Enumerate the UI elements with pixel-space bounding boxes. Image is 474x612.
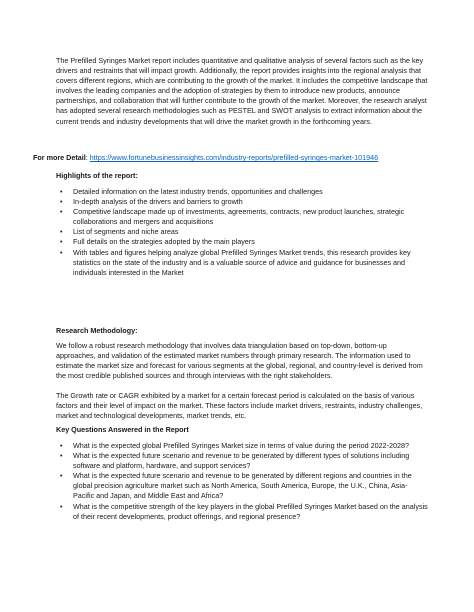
list-item: • Competitive landscape made up of investments, agreements, contracts, new product launches, strategic collaborations and mergers and acquisitions [56, 207, 428, 227]
more-detail-label: For more Detail [33, 153, 86, 162]
more-detail-line [33, 153, 453, 163]
list-item: • What is the competitive strength of the key players in the global Prefilled Syringes Market based on the analysis of their recent developments, product offerings, and regional presence? [56, 502, 428, 522]
questions-list [56, 441, 428, 522]
methodology-paragraph-1: We follow a robust research methodology that involves data triangulation based on top-down, bottom-up approaches, and validation of the estimated market numbers through primary research. The information used to estimate the market size and forecast for various segments at the global, regional, and country-level is derived from the most credible published sources and through interviews with the right stakeholders. [56, 341, 423, 381]
list-item: • In-depth analysis of the drivers and barriers to growth [56, 197, 428, 207]
questions-heading: Key Questions Answered in the Report [56, 425, 189, 434]
more-detail-separator: : [85, 153, 90, 162]
methodology-heading: Research Methodology: [56, 326, 138, 335]
methodology-paragraph-2: The Growth rate or CAGR exhibited by a market for a certain forecast period is calculated on the basis of various factors and their level of impact on the market. These factors include market drivers, restraints, industry challenges, market and technological developments, market trends, etc. [56, 391, 423, 421]
list-item: • What is the expected future scenario and revenue to be generated by different regions and countries in the global precision agriculture market such as North America, South America, Europe, the U.K., China, Asia-Pacific and Japan, and Middle East and Africa? [56, 471, 428, 501]
list-item: • What is the expected future scenario and revenue to be generated by different types of solutions including software and platform, hardware, and support services? [56, 451, 428, 471]
list-item: • Detailed information on the latest industry trends, opportunities and challenges [56, 187, 428, 197]
intro-paragraph: The Prefilled Syringes Market report includes quantitative and qualitative analysis of several factors such as the key drivers and restraints that will impact growth. Additionally, the report provides insights into the regional analysis that covers different regions, which are contributing to the growth of the market. It includes the competitive landscape that involves the leading companies and the adoption of strategies by them to introduce new products, announce partnerships, and collaboration that will further contribute to the growth of the market. Moreover, the research analyst has adopted several research methodologies such as PESTEL and SWOT analysis to extract information about the current trends and industry developments that will drive the market growth in the forthcoming years. [56, 56, 428, 126]
highlights-heading: Highlights of the report: [56, 171, 138, 180]
list-item: • List of segments and niche areas [56, 227, 428, 237]
highlights-list [56, 187, 428, 278]
list-item: • With tables and figures helping analyze global Prefilled Syringes Market trends, this research provides key statistics on the state of the industry and is a valuable source of advice and guidance for businesses and individuals interested in the Market [56, 248, 428, 278]
list-item: • Full details on the strategies adopted by the main players [56, 237, 428, 247]
list-item: • What is the expected global Prefilled Syringes Market size in terms of value during the period 2022-2028? [56, 441, 428, 451]
report-link[interactable]: https://www.fortunebusinessinsights.com/industry-reports/prefilled-syringes-market-101946 [89, 153, 379, 162]
